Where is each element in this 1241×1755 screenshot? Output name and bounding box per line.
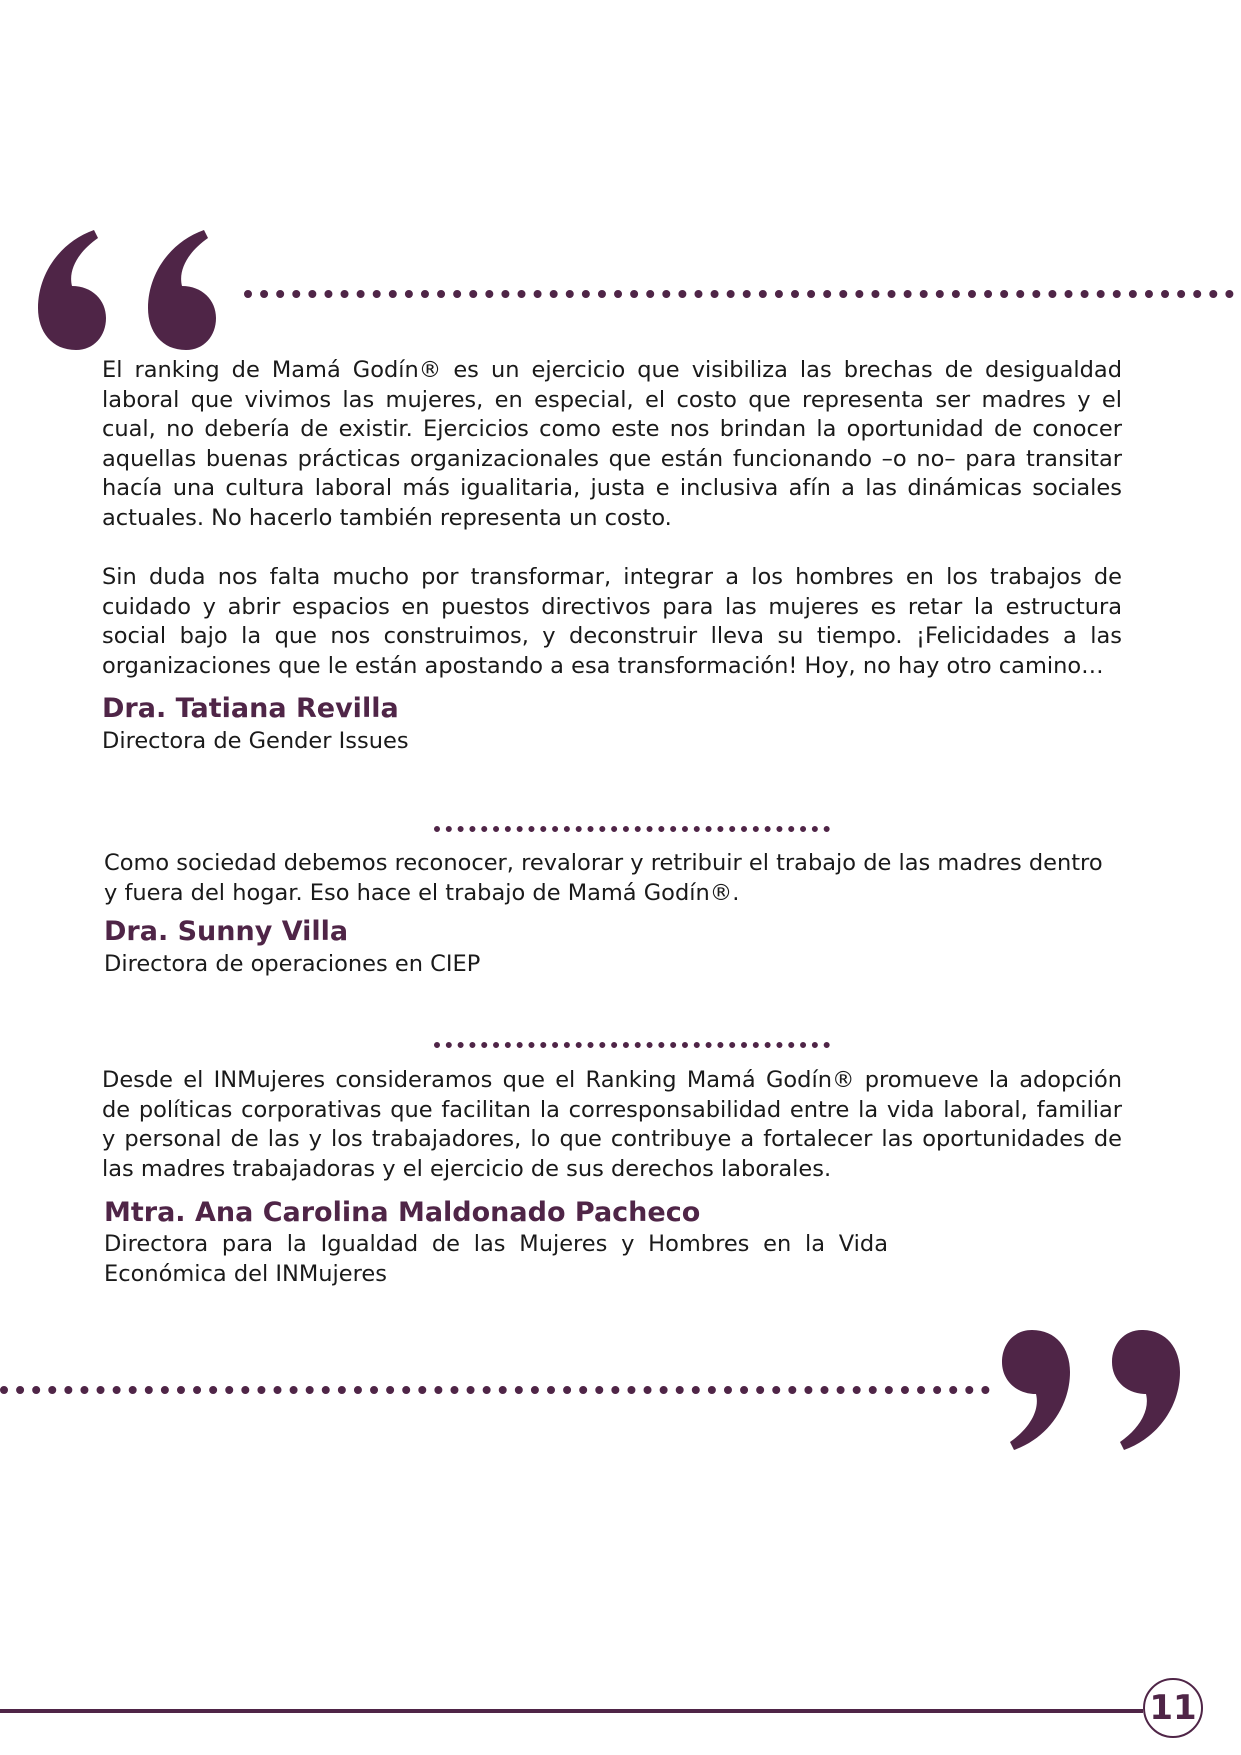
page-number-badge <box>1143 1678 1203 1738</box>
testimonial-2-author: Dra. Sunny Villa <box>104 916 349 947</box>
closing-double-quote-icon <box>992 1330 1192 1452</box>
testimonial-2-role: Directora de operaciones en CIEP <box>104 951 481 977</box>
top-dotted-divider <box>244 290 1234 298</box>
testimonial-3-role: Directora para la Igualdad de las Mujeres y Hombres en la Vida Económica del INMujeres <box>104 1231 888 1287</box>
testimonial-2-paragraph: Como sociedad debemos reconocer, revalorar y retribuir el trabajo de las madres dentro y fuera del hogar. Eso hace el trabajo de Mamá Godín®. <box>104 850 1103 906</box>
section-dotted-divider <box>434 826 830 832</box>
opening-double-quote-icon <box>38 226 220 350</box>
testimonial-1-paragraph-1: El ranking de Mamá Godín® es un ejercicio que visibiliza las brechas de desigualdad laboral que vivimos las mujeres, en especial, el costo que representa ser madres y el cual, no debería de existir. Ejercicios como este nos brindan la oportunidad de conocer aquellas buenas prácticas organizacionales que están funcionando –o no– para transitar hacía una cultura laboral más igualitaria, justa e inclusiva afín a las dinámicas sociales actuales. No hacerlo también representa un costo. <box>102 357 1122 531</box>
testimonial-1-paragraph-2: Sin duda nos falta mucho por transformar, integrar a los hombres en los trabajos de cuidado y abrir espacios en puestos directivos para las mujeres es retar la estructura social bajo la que nos construimos, y deconstruir lleva su tiempo. ¡Felicidades a las organizaciones que le están apostando a esa transformación! Hoy, no hay otro camino… <box>102 564 1122 679</box>
testimonial-3-author: Mtra. Ana Carolina Maldonado Pacheco <box>104 1197 701 1228</box>
testimonial-3-paragraph: Desde el INMujeres consideramos que el Ranking Mamá Godín® promueve la adopción de políticas corporativas que facilitan la corresponsabilidad entre la vida laboral, familiar y personal de las y los trabajadores, lo que contribuye a fortalecer las oportunidades de las madres trabajadoras y el ejercicio de sus derechos laborales. <box>102 1067 1122 1182</box>
testimonial-1-role: Directora de Gender Issues <box>102 728 409 754</box>
testimonial-1-author: Dra. Tatiana Revilla <box>102 693 399 724</box>
page-number: 11 <box>1149 1688 1197 1728</box>
bottom-dotted-divider <box>0 1386 990 1394</box>
section-dotted-divider <box>434 1042 830 1048</box>
footer-rule <box>0 1709 1143 1713</box>
